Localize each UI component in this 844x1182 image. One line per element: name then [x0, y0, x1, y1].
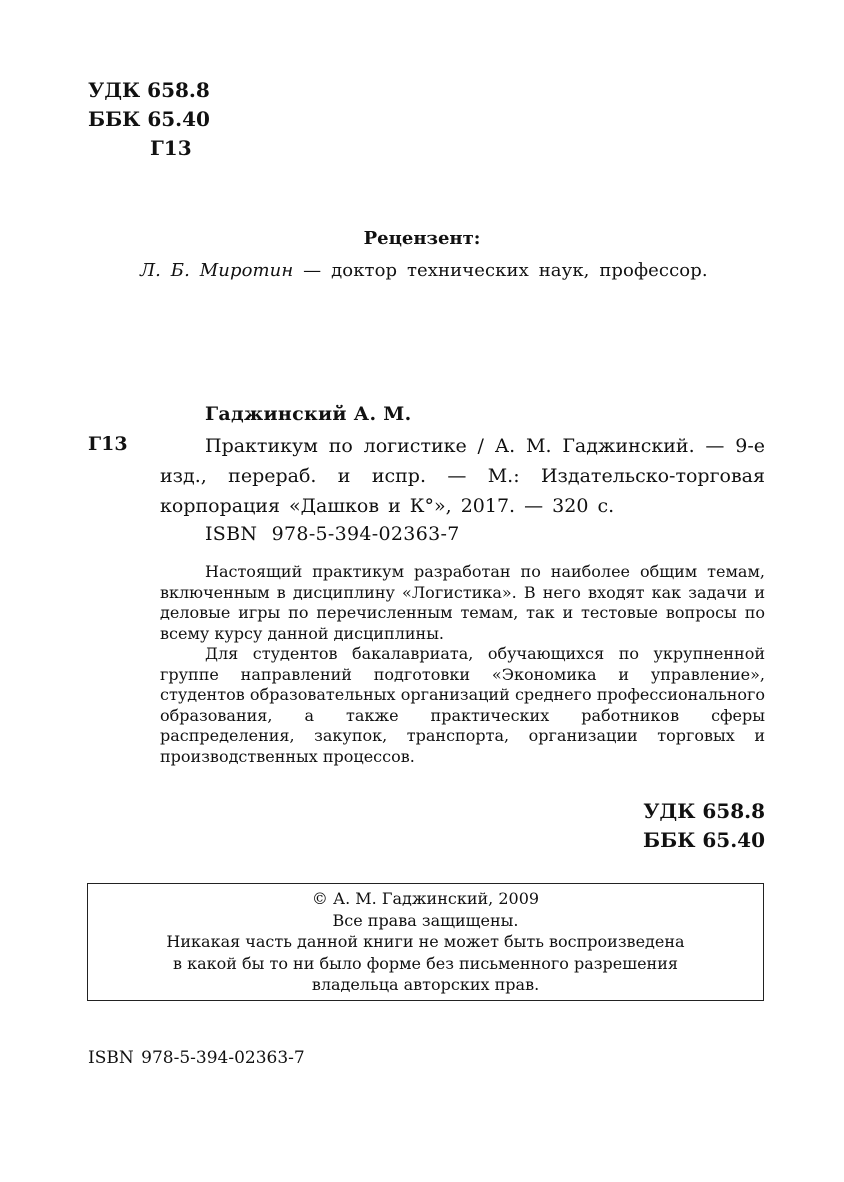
reviewer-name: Л. Б. Миротин — [140, 260, 294, 281]
rights-reserved-line: Все права защищены. — [332, 910, 519, 930]
copyright-box — [87, 883, 764, 1001]
reviewer-heading: Рецензент: — [363, 228, 481, 249]
record-isbn: ISBN 978-5-394-02363-7 — [205, 523, 460, 545]
bottom-classification-block — [643, 797, 765, 855]
bbk-code: ББК 65.40 — [643, 828, 765, 852]
reviewer-description: — доктор технических наук, профессор. — [293, 260, 708, 281]
annotation-paragraph: Для студентов бакалавриата, обучающихся по укрупненной группе направлений подготовки «Экономика и управление», студентов образовательных организаций среднего профессионального образования, а также практических работников сферы распределения, закупок, транспорта, организации торговых и производственных процессов. — [160, 644, 765, 766]
udk-code: УДК 658.8 — [643, 799, 765, 823]
record-description: Практикум по логистике / А. М. Гаджинский. — 9-е изд., перераб. и испр. — М.: Издательско-торговая корпорация «Дашков и К°», 2017. — 320 с. — [160, 435, 765, 517]
bbk-code: ББК 65.40 — [88, 107, 210, 131]
reviewer-line — [140, 260, 708, 281]
record-author: Гаджинский А. М. — [205, 403, 412, 425]
reproduction-notice-line: владельца авторских прав. — [311, 975, 540, 994]
copyright-line: © А. М. Гаджинский, 2009 — [311, 889, 540, 908]
udk-code: УДК 658.8 — [88, 78, 210, 102]
top-classification-block — [88, 76, 210, 163]
reproduction-notice-line: Никакая часть данной книги не может быть воспроизведена — [166, 932, 685, 951]
annotation — [160, 562, 765, 767]
record-author-mark: Г13 — [88, 433, 128, 455]
bottom-isbn: ISBN 978-5-394-02363-7 — [88, 1048, 305, 1068]
reproduction-notice-line: в какой бы то ни было форме без письменного разрешения — [173, 953, 678, 973]
annotation-paragraph: Настоящий практикум разработан по наиболее общим темам, включенным в дисциплину «Логистика». В него входят как задачи и деловые игры по перечисленным темам, так и тестовые вопросы по всему курсу данной дисциплины. — [160, 562, 765, 643]
author-mark: Г13 — [150, 136, 192, 160]
